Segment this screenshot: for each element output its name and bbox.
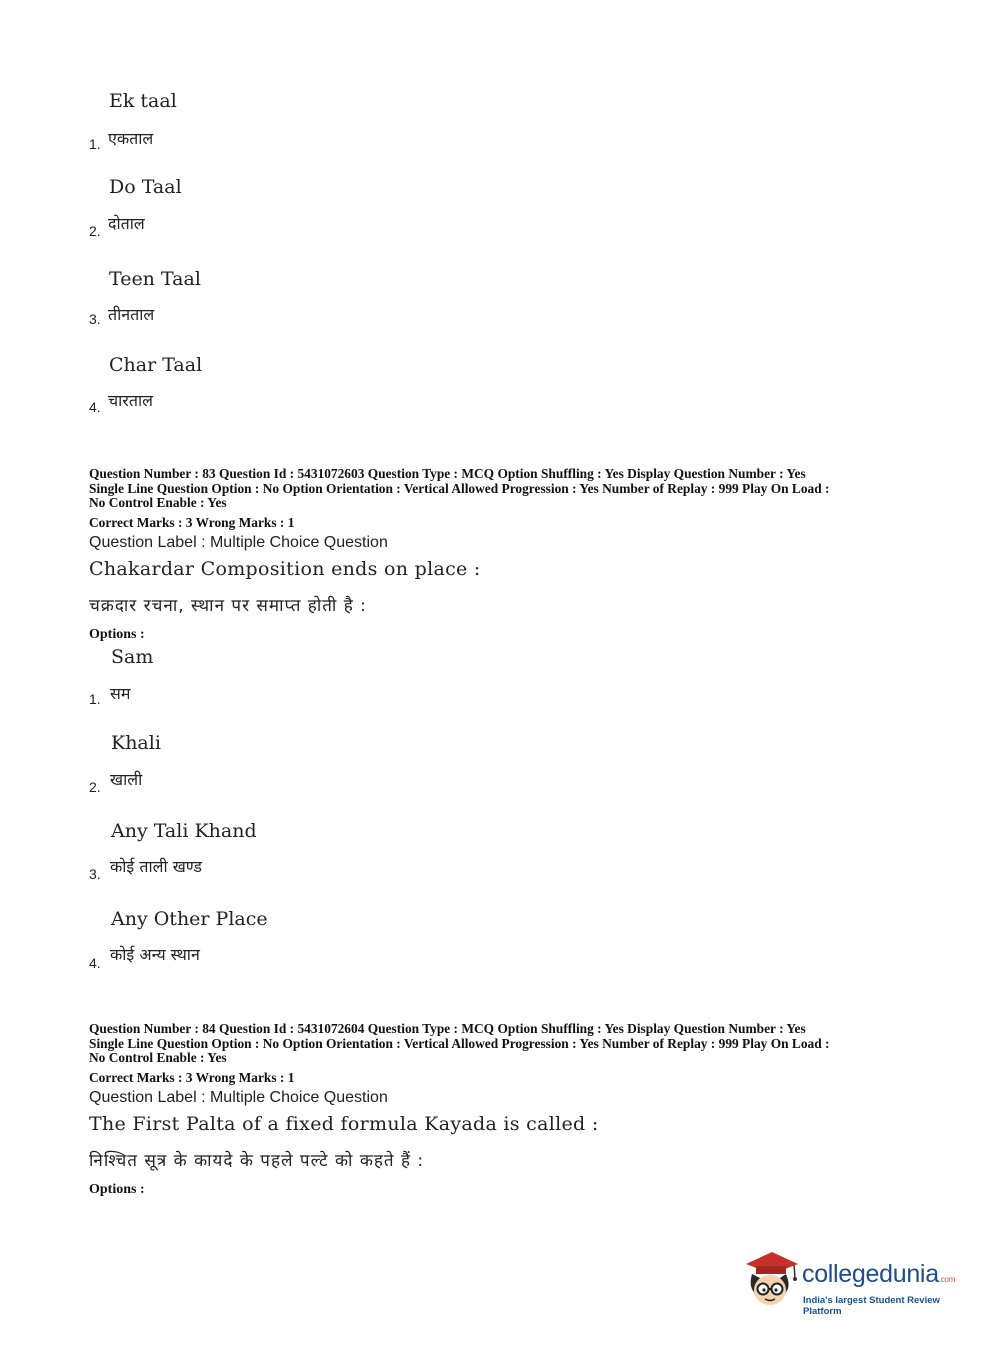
q83-option-1-hindi: सम — [110, 684, 131, 703]
q83-option-4-number: 4. — [89, 955, 101, 971]
option-1-number: 1. — [89, 136, 101, 152]
q83-question-english: Chakardar Composition ends on place : — [89, 558, 481, 580]
q83-meta-line-2: Single Line Question Option : No Option Orientation : Vertical Allowed Progression : Yes Number of Replay : 999 Play On Load : — [89, 481, 830, 496]
option-3-hindi: तीनताल — [108, 305, 155, 324]
q83-option-4-english: Any Other Place — [111, 908, 268, 930]
q83-option-2-number: 2. — [89, 779, 101, 795]
q84-options-heading: Options : — [89, 1182, 145, 1197]
q84-question-english: The First Palta of a fixed formula Kayada is called : — [89, 1113, 599, 1135]
option-1-hindi: एकताल — [108, 129, 154, 148]
q83-option-3-hindi: कोई ताली खण्ड — [110, 857, 202, 876]
q83-option-2-english: Khali — [111, 732, 161, 754]
q84-meta-line-1: Question Number : 84 Question Id : 5431072604 Question Type : MCQ Option Shuffling : Yes Display Question Number : Yes — [89, 1021, 806, 1036]
logo-tagline: India's largest Student Review Platform — [803, 1295, 940, 1317]
q84-meta-line-3: No Control Enable : Yes — [89, 1050, 227, 1065]
q83-option-2-hindi: खाली — [110, 770, 143, 789]
q84-question-hindi: निश्चित सूत्र के कायदे के पहले पल्टे को कहते हैं : — [89, 1151, 425, 1171]
q83-option-1-number: 1. — [89, 691, 101, 707]
q84-marks: Correct Marks : 3 Wrong Marks : 1 — [89, 1070, 295, 1085]
logo-suffix: .com — [938, 1275, 955, 1284]
q83-question-hindi: चक्रदार रचना, स्थान पर समाप्त होती है : — [89, 596, 367, 616]
q83-option-3-number: 3. — [89, 866, 101, 882]
q83-option-1-english: Sam — [111, 646, 154, 668]
option-4-number: 4. — [89, 399, 101, 415]
q83-options-heading: Options : — [89, 627, 145, 642]
option-3-english: Teen Taal — [109, 268, 201, 290]
q84-meta-line-2: Single Line Question Option : No Option Orientation : Vertical Allowed Progression : Yes Number of Replay : 999 Play On Load : — [89, 1036, 830, 1051]
q83-meta-line-1: Question Number : 83 Question Id : 5431072603 Question Type : MCQ Option Shuffling : Yes Display Question Number : Yes — [89, 466, 806, 481]
option-4-english: Char Taal — [109, 354, 203, 376]
logo-wordmark — [802, 1260, 955, 1289]
q83-meta-line-3: No Control Enable : Yes — [89, 495, 227, 510]
mascot-icon — [742, 1248, 800, 1310]
logo-name: collegedunia — [802, 1260, 939, 1288]
q83-option-4-hindi: कोई अन्य स्थान — [110, 945, 200, 964]
option-1-english: Ek taal — [109, 90, 177, 112]
q83-question-label: Question Label : Multiple Choice Question — [89, 534, 388, 551]
option-2-number: 2. — [89, 223, 101, 239]
q83-marks: Correct Marks : 3 Wrong Marks : 1 — [89, 515, 295, 530]
option-4-hindi: चारताल — [108, 391, 153, 410]
collegedunia-logo[interactable] — [742, 1248, 972, 1316]
q84-question-label: Question Label : Multiple Choice Question — [89, 1089, 388, 1106]
q83-option-3-english: Any Tali Khand — [111, 820, 257, 842]
option-2-hindi: दोताल — [108, 214, 145, 233]
option-3-number: 3. — [89, 311, 101, 327]
option-2-english: Do Taal — [109, 176, 182, 198]
